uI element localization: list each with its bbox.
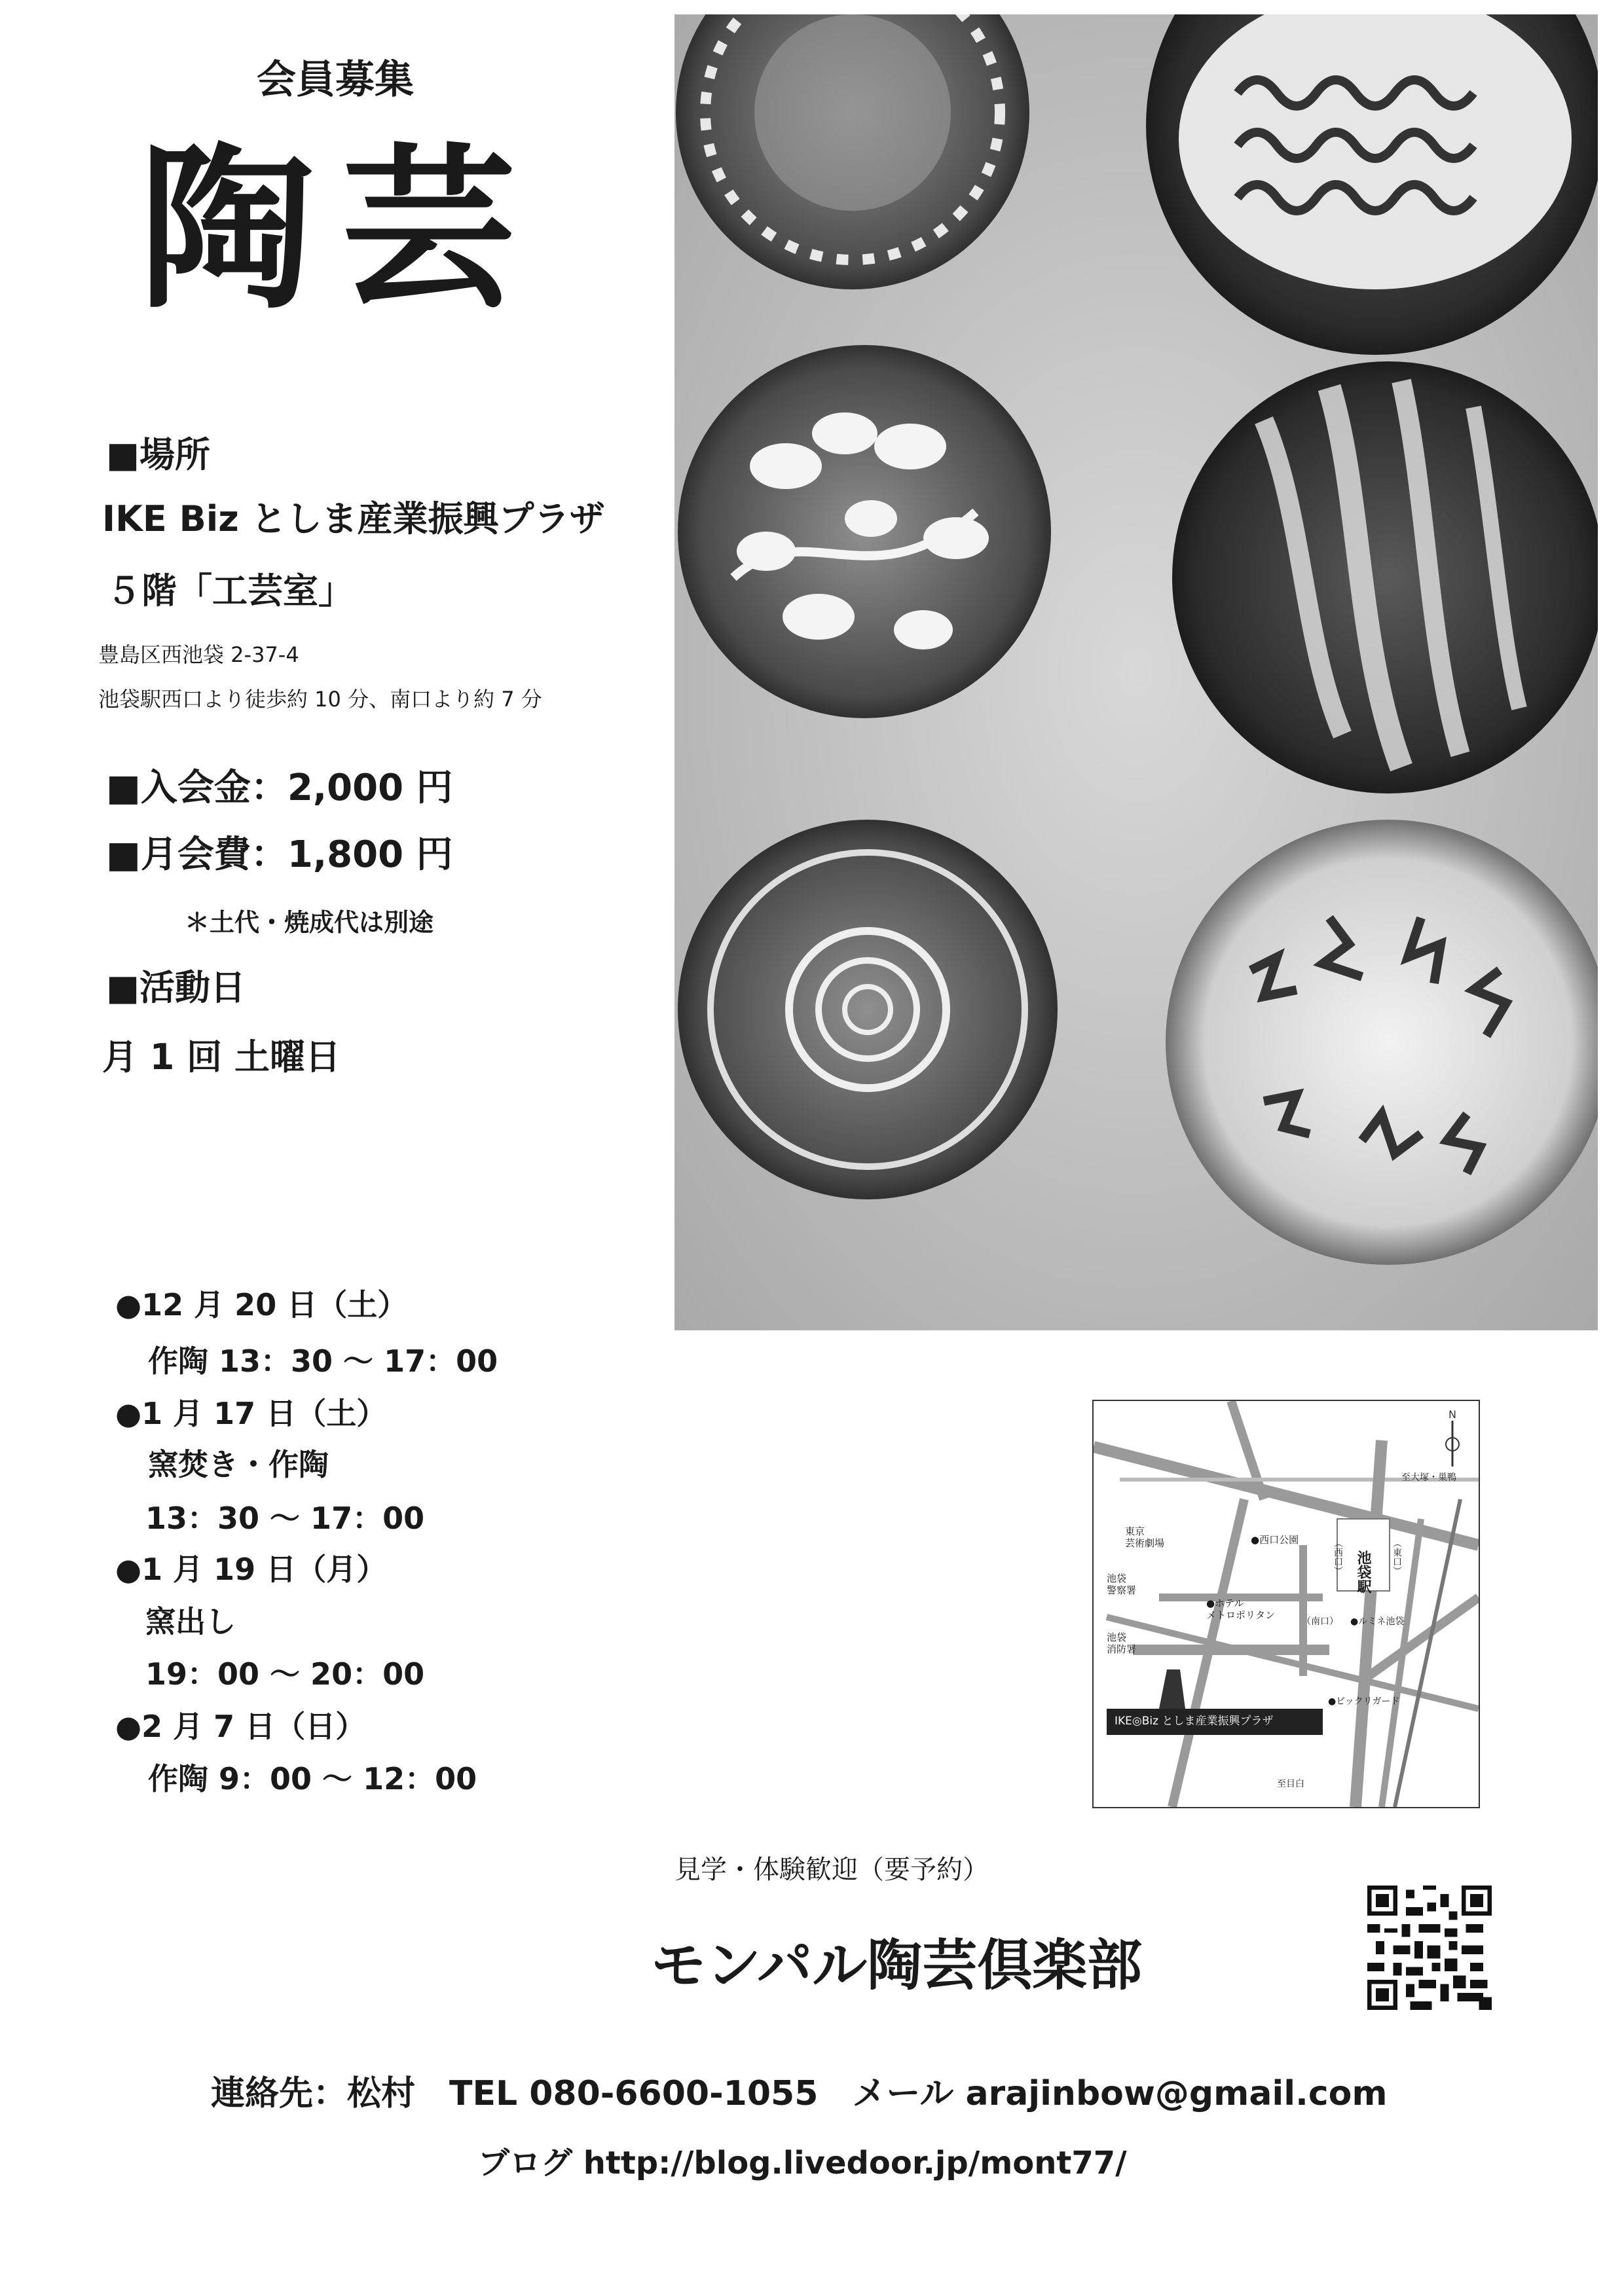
- entry-fee: ■入会金：2,000 円: [106, 767, 453, 809]
- building-marker-icon: [1159, 1669, 1185, 1709]
- map-label-fire: 池袋 消防署: [1107, 1631, 1137, 1655]
- schedule-line: 窯出し: [145, 1604, 236, 1639]
- activity-heading: ■活動日: [106, 967, 246, 1008]
- schedule-date: ●1 月 17 日（土）: [115, 1396, 387, 1431]
- map-label-hotel: ●ホテル メトロポリタン: [1206, 1597, 1276, 1621]
- map-label-west-park: ●西口公園: [1251, 1534, 1299, 1546]
- map-roads: [1094, 1401, 1479, 1807]
- pottery-photo: [674, 14, 1598, 1330]
- page-title: 陶芸: [139, 128, 542, 333]
- map-label-west-exit: （西口）: [1333, 1539, 1343, 1575]
- schedule-line: 19：00 ～ 20：00: [145, 1656, 425, 1692]
- schedule-line: 窯焚き・作陶: [148, 1447, 329, 1482]
- venue-room: ５階「工芸室」: [106, 570, 354, 611]
- map-label-station: 池袋駅: [1355, 1550, 1371, 1594]
- north-arrow-icon: [1446, 1408, 1459, 1467]
- map-banner-text: IKE◎Biz としま産業振興プラザ: [1115, 1715, 1274, 1728]
- address: 豊島区西池袋 2-37-4: [98, 642, 299, 667]
- schedule-date: ●12 月 20 日（土）: [115, 1287, 408, 1322]
- map-label-lumine: ●ルミネ池袋: [1350, 1616, 1405, 1627]
- venue-name: IKE Biz としま産業振興プラザ: [102, 498, 605, 539]
- plate-bottom-right: [1166, 820, 1598, 1265]
- schedule-line: 13：30 ～ 17：00: [145, 1501, 425, 1536]
- map-label-theater: 東京 芸術劇場: [1125, 1525, 1165, 1549]
- schedule-line: 作陶 13：30 ～ 17：00: [148, 1343, 498, 1379]
- schedule-date: ●1 月 19 日（月）: [115, 1552, 387, 1587]
- schedule-line: 作陶 9：00 ～ 12：00: [148, 1761, 477, 1796]
- blog-link[interactable]: ブログ http://blog.livedoor.jp/mont77/: [478, 2145, 1127, 2181]
- access-map: [1092, 1400, 1480, 1808]
- location-heading: ■場所: [106, 434, 211, 475]
- access: 池袋駅西口より徒歩約 10 分、南口より約 7 分: [98, 687, 542, 712]
- plate-mid-right: [1172, 361, 1598, 793]
- contact-line: 連絡先：松村 TEL 080-6600-1055 メール arajinbow@gmail.com: [211, 2074, 1388, 2113]
- map-label-south-exit: （南口）: [1302, 1616, 1338, 1627]
- plate-mid-left: [678, 345, 1051, 718]
- visit-welcome: 見学・体験歓迎（要予約）: [674, 1855, 989, 1885]
- map-label-top-right: 至大塚・巣鴨: [1401, 1472, 1456, 1483]
- subtitle: 会員募集: [257, 57, 414, 103]
- fee-note: ＊土代・焼成代は別途: [185, 908, 434, 937]
- club-name: モンパル陶芸倶楽部: [651, 1933, 1143, 1997]
- map-label-police: 池袋 警察署: [1107, 1573, 1137, 1596]
- north-label: N: [1449, 1408, 1456, 1421]
- qr-code-icon: [1367, 1886, 1492, 2010]
- plate-bottom-left: [678, 820, 1058, 1199]
- map-label-big-guard: ●ビックリガード: [1328, 1696, 1400, 1707]
- map-label-east-exit: （東口）: [1392, 1539, 1402, 1575]
- schedule-date: ●2 月 7 日（日）: [115, 1709, 366, 1744]
- activity-day: 月 1 回 土曜日: [102, 1036, 341, 1078]
- monthly-fee: ■月会費：1,800 円: [106, 833, 453, 876]
- map-label-bottom: 至目白: [1277, 1779, 1304, 1789]
